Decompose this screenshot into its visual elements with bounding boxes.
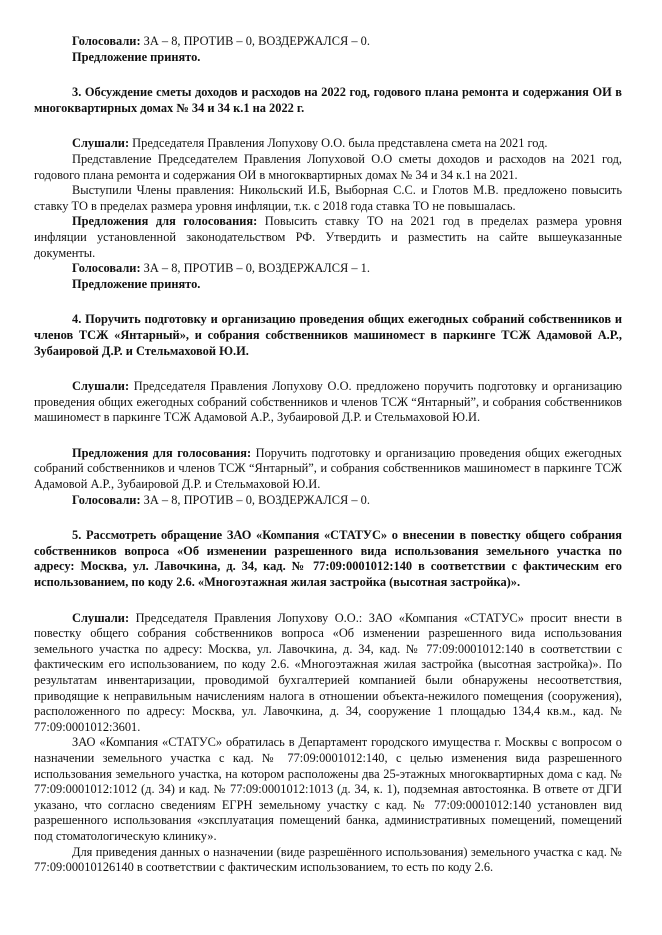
item-3-spoke: Выступили Члены правления: Никольский И.Б, Выборная С.С. и Глотов М.В. предложено повысить ставку ТО в пределах размера уровня инфляции, т.к. с 2018 года ставка ТО не повышалась.	[34, 183, 622, 213]
proposal-label: Предложения для голосования:	[72, 445, 252, 460]
vote-text: ЗА – 8, ПРОТИВ – 0, ВОЗДЕРЖАЛСЯ – 0.	[140, 34, 370, 48]
listened-text: Председателя Правления Лопухову О.О. была представлена смета на 2021 год.	[129, 136, 548, 151]
item-5-paragraph-2: ЗАО «Компания «СТАТУС» обратилась в Департамент городского имущества г. Москвы с вопросом о назначении земельного участка с кад. № 77:09:0001012:140, с целью изменения вида разрешенного использования земельного участка, на котором расположены два 25-этажных многоквартирных дома с кад. № 77:09:0001012:1012 (д. 34) и кад. № 77:09:0001012:1013 (д. 34, к. 1), подземная автостоянка. В ответе от ДГИ указано, что согласно сведениям ЕГРН земельному участку с кад. № 77:09:0001012:140 установлен вид разрешенного использования «эксплуатация помещений банка, административных помещений, помещений под стоматологическую клинику».	[34, 735, 622, 843]
item-3-proposal	[34, 214, 622, 261]
item-5-listened	[34, 611, 622, 736]
item-3-presentation: Представление Председателем Правления Лопуховой О.О сметы доходов и расходов на 2021 год, годового плана ремонта и содержания ОИ в многоквартирных домах № 34 и 34 к.1 на 2021.	[34, 151, 622, 182]
decision-top: Предложение принято.	[72, 49, 201, 64]
item-4-listened	[34, 379, 622, 426]
proposal-label: Предложения для голосования:	[72, 214, 258, 229]
item-3-listened	[34, 136, 622, 152]
vote-text: ЗА – 8, ПРОТИВ – 0, ВОЗДЕРЖАЛСЯ – 1.	[140, 261, 370, 276]
listened-label: Слушали:	[72, 610, 130, 625]
item-3-decision: Предложение принято.	[72, 276, 201, 291]
item-5-heading: 5. Рассмотреть обращение ЗАО «Компания «СТАТУС» о внесении в повестку общего собрания собственников вопроса «Об изменении разрешенного вида использования земельного участка по адресу: Москва, ул. Лавочкина, д. 34, кад. № 77:09:0001012:140 в соответствии с фактическим его использованием, по коду 2.6. «Многоэтажная жилая застройка (высотная застройка)».	[34, 528, 622, 590]
proposal-text: Повысить ставку ТО на 2021 год в пределах размера уровня инфляции установленной законодательством РФ. Утвердить и разместить на сайте вышеуказанные документы.	[34, 214, 622, 260]
listened-text: Председателя Правления Лопухову О.О. предложено поручить подготовку и организацию проведения общих ежегодных собраний собственников и членов ТСЖ “Янтарный”, и собрания собственников машиномест в паркинге ТСЖ Адамовой А.Р., Зубаировой Д.Р. и Стельмаховой Ю.И.	[34, 379, 622, 425]
vote-label: Голосовали:	[72, 492, 141, 507]
vote-label: Голосовали:	[72, 34, 141, 48]
listened-label: Слушали:	[72, 136, 130, 151]
listened-text: Председателя Правления Лопухову О.О.: ЗАО «Компания «СТАТУС» просит внести в повестку общего собрания собственников вопроса «Об изменении разрешенного вида использования земельного участка по адресу: Москва, ул. Лавочкина, д. 34, кад. № 77:09:0001012:140 в соответствии с фактическим его использованием, по коду 2.6. «Многоэтажная жилая застройка (высотная застройка)». По результатам инвентаризации, проводимой бухгалтерией компанией были обнаружены несоответствия, приводящие к неправильным начислениям налога в отношении объекта-нежилого помещения (сооружения), расположенного по адресу: Москва, ул. Лавочкина, д. 34, сооружение 1 площадью 134,4 кв.м., кад. № 77:09:0001012:3601.	[34, 610, 622, 734]
vote-text: ЗА – 8, ПРОТИВ – 0, ВОЗДЕРЖАЛСЯ – 0.	[140, 492, 370, 507]
vote-result-top	[34, 34, 622, 50]
item-3-vote	[34, 261, 622, 277]
vote-label: Голосовали:	[72, 261, 141, 276]
proposal-text: Поручить подготовку и организацию проведения общих ежегодных собраний собственников и членов ТСЖ “Янтарный”, и собрания собственников машиномест в паркинге ТСЖ Адамовой А.Р., Зубаировой Д.Р. и Стельмаховой Ю.И.	[34, 445, 622, 492]
item-3-heading: 3. Обсуждение сметы доходов и расходов на 2022 год, годового плана ремонта и содержания ОИ в многоквартирных домах № 34 и 34 к.1 на 2022 г.	[34, 85, 622, 115]
item-5-paragraph-3: Для приведения данных о назначении (виде разрешённого использования) земельного участка с кад. № 77:09:00010126140 в соответствии с фактическим использованием, то есть по коду 2.6.	[34, 844, 622, 875]
item-4-vote	[34, 493, 622, 509]
item-4-proposal	[34, 446, 622, 493]
item-4-heading: 4. Поручить подготовку и организацию проведения общих ежегодных собраний собственников и членов ТСЖ «Янтарный», и собрания собственников машиномест в паркинге ТСЖ Адамовой А.Р., Зубаировой Д.Р. и Стельмаховой Ю.И.	[34, 312, 622, 358]
listened-label: Слушали:	[72, 379, 130, 394]
